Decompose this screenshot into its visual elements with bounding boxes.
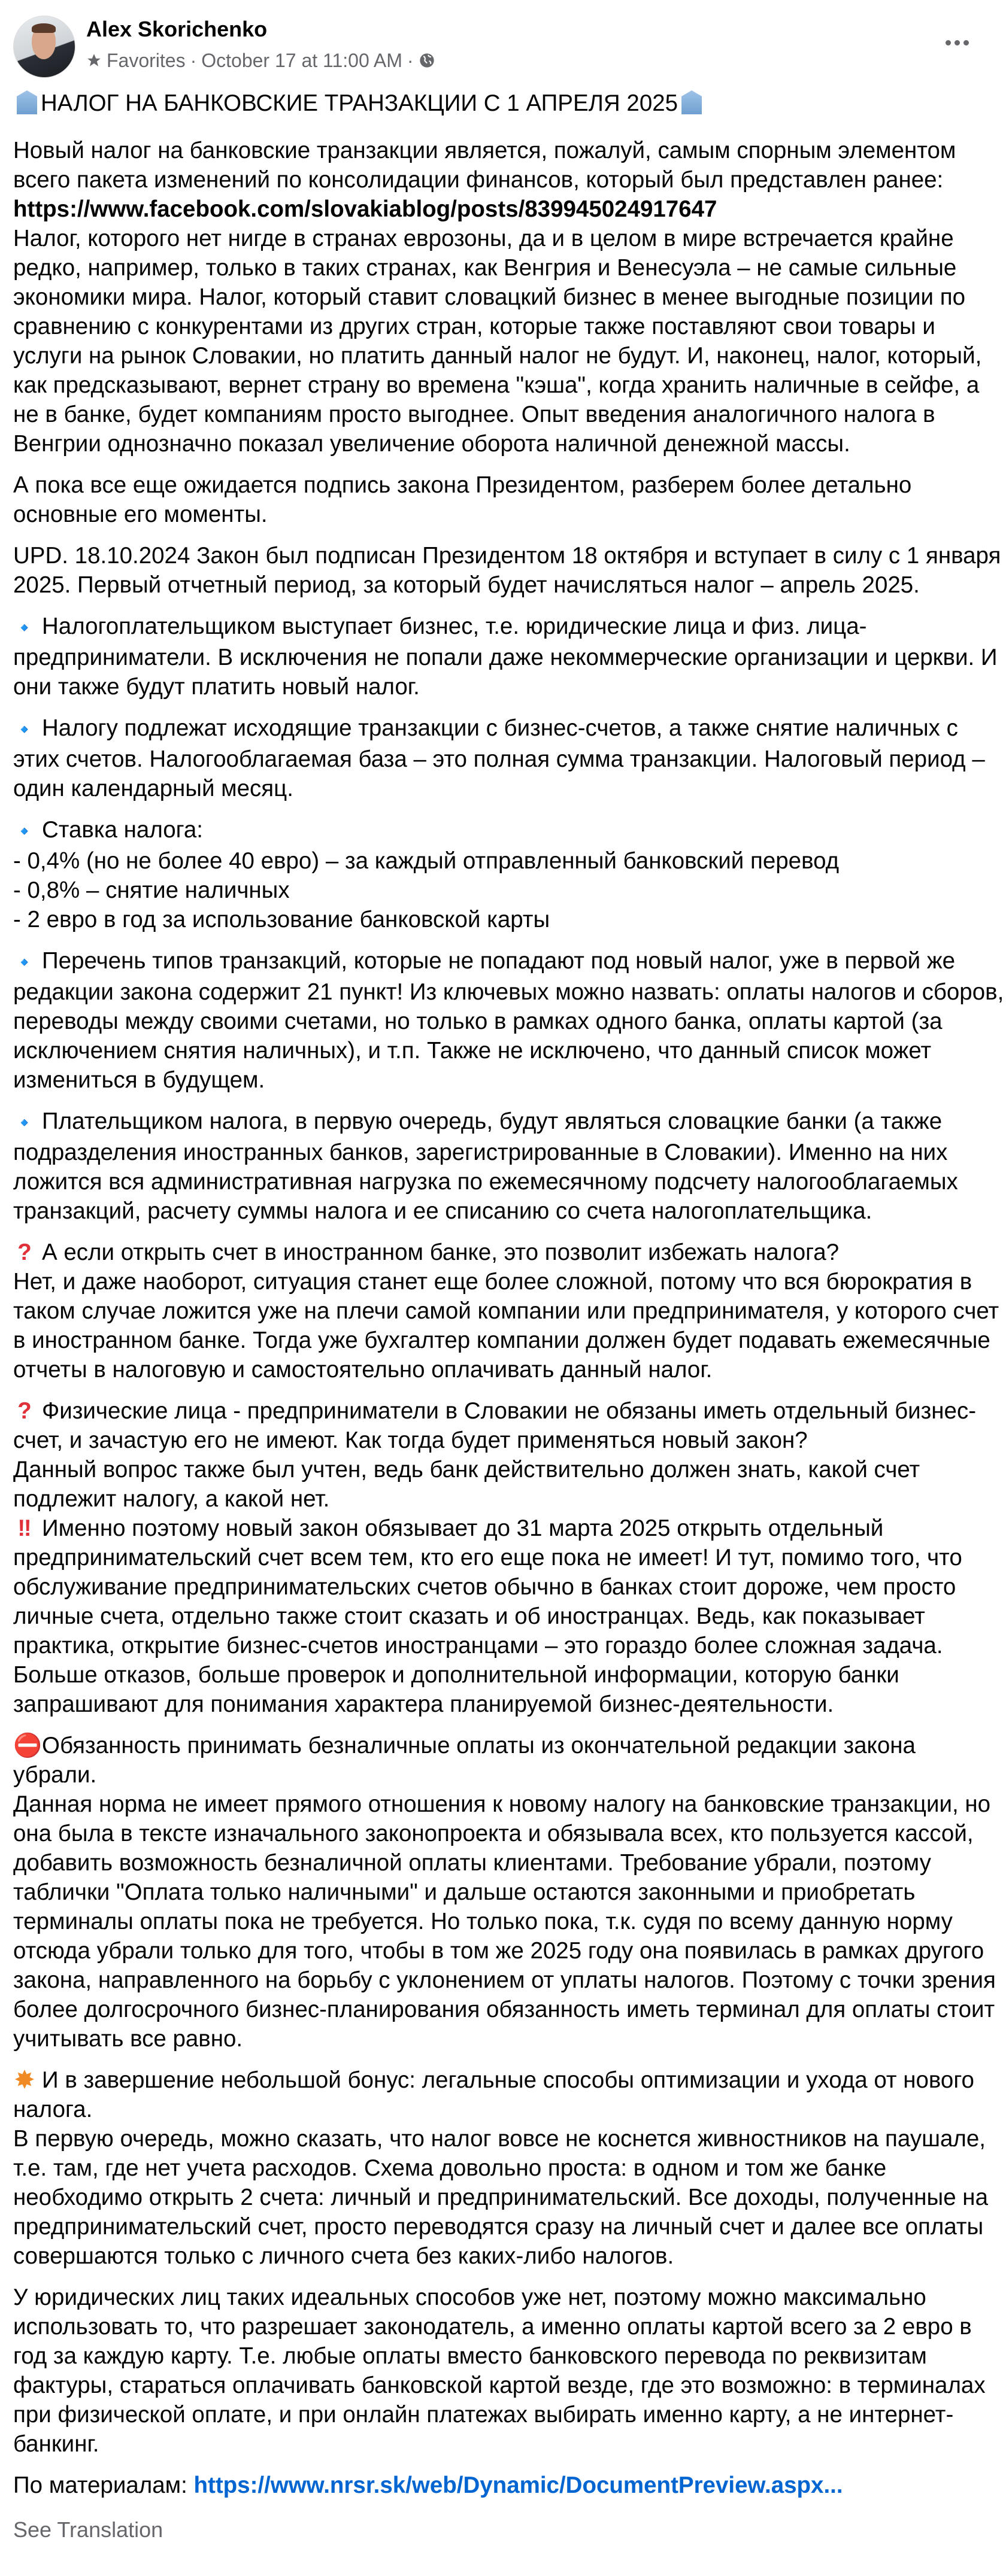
text: использовать то, что разрешает законодатель, а именно оплаты картой всего за 2 евро в [13, 2314, 972, 2340]
text-line [13, 612, 995, 643]
separator: · [190, 50, 197, 71]
text: Обязанность принимать безналичные оплаты из окончательной редакции закона [42, 1733, 916, 1758]
paragraph [13, 541, 1001, 600]
text-line [13, 2024, 995, 2053]
post-meta [86, 49, 435, 72]
text: терминалы оплаты пока не требуется. Но только пока, т.к. судя по всему данную норму [13, 1909, 953, 1934]
question-mark-icon: ? [17, 1240, 32, 1265]
text: Налогоплательщиком выступает бизнес, т.е. юридические лица и физ. лица- [42, 613, 867, 639]
text-line [13, 2183, 995, 2212]
text: - 0,4% (но не более 40 евро) – за каждый отправленный банковский перевод [13, 848, 840, 874]
text: как предсказывают, вернет страну во времена "кэша", когда хранить наличные в сейфе, а [13, 372, 980, 398]
text: сравнению с конкурентами из других стран, которые также поставляют свои товары и [13, 314, 935, 339]
bank-icon [17, 90, 37, 114]
text: налога. [13, 2097, 93, 2122]
text-line [13, 1966, 995, 1995]
text-line [13, 977, 1004, 1007]
text-line [13, 2371, 995, 2400]
text: Перечень типов транзакций, которые не попадают под новый налог, уже в первой же [42, 948, 955, 974]
text-line [13, 224, 995, 253]
text-line [13, 429, 995, 458]
text: учитывать все равно. [13, 2026, 243, 2052]
text-line [13, 1690, 995, 1719]
post-header [0, 0, 1006, 89]
paragraph [13, 1396, 995, 1514]
text-line [13, 2124, 995, 2153]
text: запрашивают для понимания характера планируемой бизнес-деятельности. [13, 1691, 834, 1717]
text: У юридических лиц таких идеальных способов уже нет, поэтому можно максимально [13, 2285, 926, 2310]
text-line [13, 282, 995, 312]
text: банкинг. [13, 2431, 99, 2457]
text-line [13, 1484, 995, 1514]
text: не в банке, будет компаниям просто выгоднее. Опыт введения аналогичного налога в [13, 402, 935, 427]
blue-diamond-icon: 🔹 [13, 1113, 36, 1133]
text-line [13, 1848, 995, 1878]
text: подлежит налогу, а какой нет. [13, 1486, 330, 1512]
text: Налог, которого нет нигде в странах еврозоны, да и в целом в мире встречается крайне [13, 226, 954, 251]
text-line [13, 165, 995, 195]
text: Нет, и даже наоборот, ситуация станет еще более сложной, потому что вся бюрократия в [13, 1269, 972, 1295]
text-line [13, 1731, 995, 1760]
paragraph [13, 2283, 995, 2459]
text-line [13, 1036, 995, 1065]
no-entry-icon: ⛔ [13, 1733, 42, 1758]
text-line [13, 2212, 995, 2241]
post-body [13, 89, 1004, 2543]
text-line [13, 1007, 995, 1036]
text-line [13, 1907, 995, 1936]
text: - 2 евро в год за использование банковской карты [13, 907, 550, 932]
text-line [13, 1107, 995, 1138]
text: переводы между своими счетами, но только в рамках одного банка, оплаты картой (за [13, 1008, 943, 1034]
text: закона, направленного на борьбу с уклонением от уплаты налогов. Поэтому с точки зрения [13, 1967, 996, 1993]
text: совершаются только с личного счета без каких-либо налогов. [13, 2243, 674, 2269]
text-line [13, 745, 995, 774]
paragraph [13, 946, 1004, 1095]
text: один календарный месяц. [13, 776, 293, 801]
text-line [13, 1936, 995, 1966]
text: практика, открытие бизнес-счетов иностранцами – это гораздо более сложная задача. [13, 1633, 943, 1658]
paragraph [13, 470, 995, 529]
text-line [13, 1602, 995, 1631]
facebook-post-link[interactable]: https://www.facebook.com/slovakiablog/posts/839945024917647 [13, 196, 717, 222]
text: 2025. Первый отчетный период, за который будет начисляться налог – апрель 2025. [13, 572, 920, 598]
text: Именно поэтому новый закон обязывает до 31 марта 2025 открыть отдельный [42, 1515, 884, 1541]
text: в иностранном банке. Тогда уже бухгалтер компании должен будет подавать ежемесячные [13, 1328, 990, 1353]
text: при физической оплате, и при онлайн платежах выбирать именно карту, а не интернет- [13, 2402, 954, 2428]
source-link[interactable]: https://www.nrsr.sk/web/Dynamic/DocumentPreview.aspx... [193, 2472, 843, 2498]
text-line [13, 2153, 995, 2183]
text-line [13, 2095, 995, 2124]
text-line [13, 1760, 995, 1790]
text: исключением снятия наличных), и т.п. Также не исключено, что данный список может [13, 1038, 932, 1064]
text-line [13, 1543, 995, 1572]
text: т.е. там, где нет учета расходов. Схема довольно проста: в одном и том же банке [13, 2155, 887, 2181]
text: Данный вопрос также был учтен, ведь банк действительно должен знать, какой счет [13, 1457, 920, 1483]
text: подразделения иностранных банков, зарегистрированные в Словакии). Именно на них [13, 1140, 948, 1165]
more-options-button[interactable] [941, 34, 972, 51]
blue-diamond-icon: 🔹 [13, 822, 36, 842]
text: более долгосрочного бизнес-планирования обязанность иметь терминал для оплаты стоит [13, 1997, 995, 2022]
question-mark-icon: ? [17, 1398, 32, 1424]
paragraph [13, 1731, 995, 2053]
text-line [13, 1396, 995, 1426]
text-line [13, 846, 995, 876]
post-timestamp[interactable]: October 17 at 11:00 AM [201, 50, 402, 71]
text: предпринимательский счет, просто переводятся сразу на личный счет и далее все оплаты [13, 2214, 984, 2240]
text-line [13, 713, 995, 745]
post-title [13, 89, 995, 118]
blue-diamond-icon: 🔹 [13, 953, 36, 973]
text-line [13, 570, 995, 600]
text: она была в тексте изначального законопроекта и обязывала всех, кто пользуется кассой, [13, 1821, 974, 1846]
text-line [13, 1065, 995, 1095]
paragraph [13, 1514, 995, 1719]
text-line [13, 253, 995, 282]
text-line [13, 195, 995, 224]
text: Данная норма не имеет прямого отношения к новому налогу на банковские транзакции, но [13, 1791, 991, 1817]
bank-icon [681, 90, 702, 114]
text: этих счетов. Налогооблагаемая база – это полная сумма транзакции. Налоговый период – [13, 746, 985, 772]
text-line [13, 815, 995, 846]
text-line [13, 2065, 995, 2095]
text: UPD. 18.10.2024 Закон был подписан Президентом 18 октября и вступает в силу с 1 января [13, 543, 1001, 569]
text: необходимо открыть 2 счета: личный и предпринимательский. Все доходы, полученные на [13, 2185, 988, 2210]
text-line [13, 1660, 995, 1690]
text-line [13, 1167, 995, 1196]
text: фактуры, стараться оплачивать банковской картой везде, где это возможно: в терминалах [13, 2373, 986, 2398]
text-line [13, 2241, 995, 2271]
text-line [13, 400, 995, 429]
source-paragraph [13, 2471, 995, 2500]
text-line [13, 470, 995, 500]
text-line [13, 1426, 995, 1455]
text-line [13, 1196, 995, 1226]
text: Плательщиком налога, в первую очередь, будут являться словацкие банки (а также [42, 1108, 943, 1134]
paragraph [13, 136, 995, 458]
audience-label[interactable]: Favorites [107, 50, 186, 71]
text-line [13, 1455, 995, 1484]
text: они также будут платить новый налог. [13, 674, 420, 700]
text-line [13, 876, 995, 905]
text-line [13, 136, 995, 165]
text: А пока все еще ожидается подпись закона Президентом, разберем более детально [13, 472, 912, 498]
text-line [13, 370, 995, 400]
text: Налогу подлежат исходящие транзакции с бизнес-счетов, а также снятие наличных с [42, 715, 958, 741]
text: редко, например, только в таких странах, как Венгрия и Венесуэла – не самые сильные [13, 255, 957, 281]
text-line [13, 2312, 995, 2341]
blue-diamond-icon: 🔹 [13, 618, 36, 638]
text: транзакций, расчету суммы налога и ее списанию со счета налогоплательщика. [13, 1198, 872, 1224]
text: Ставка налога: [42, 817, 203, 843]
paragraph [13, 815, 995, 934]
author-name[interactable]: Alex Skorichenko [86, 17, 268, 41]
text: год за каждую карту. Т.е. любые оплаты вместо банковского перевода по реквизитам [13, 2343, 927, 2369]
text: - 0,8% – снятие наличных [13, 877, 290, 903]
paragraph [13, 612, 998, 701]
text-line [13, 2283, 995, 2312]
text-line [13, 2400, 995, 2429]
text: обслуживание предпринимательских счетов обычно в банках стоит дороже, чем просто [13, 1574, 956, 1600]
text-line [13, 643, 998, 672]
text: Больше отказов, больше проверок и дополнительной информации, которую банки [13, 1662, 899, 1688]
text-line [13, 905, 995, 934]
paragraph [13, 1238, 999, 1384]
text: таблички "Оплата только наличными" и дальше остаются законными и приобретать [13, 1879, 916, 1905]
text: И в завершение небольшой бонус: легальные способы оптимизации и ухода от нового [42, 2067, 974, 2093]
post-title-text: НАЛОГ НА БАНКОВСКИЕ ТРАНЗАКЦИИ С 1 АПРЕЛЯ 2025 [41, 90, 678, 116]
text: счет, и зачастую его не имеют. Как тогда будет применяться новый закон? [13, 1427, 808, 1453]
text: В первую очередь, можно сказать, что налог вовсе не коснется живностников на паушале, [13, 2126, 986, 2152]
text-line [13, 341, 995, 370]
blue-diamond-icon: 🔹 [13, 720, 36, 740]
separator: · [407, 50, 414, 71]
text-line [13, 1819, 995, 1848]
globe-icon[interactable] [419, 52, 435, 69]
text: Венгрии однозначно показал увеличение оборота наличной денежной массы. [13, 431, 850, 457]
double-exclamation-icon: ‼ [17, 1515, 32, 1541]
text: основные его моменты. [13, 502, 268, 527]
text: редакции закона содержит 21 пункт! Из ключевых можно назвать: оплаты налогов и сборов, [13, 979, 1004, 1005]
text-line [13, 2429, 995, 2459]
text: измениться в будущем. [13, 1067, 265, 1093]
text-line [13, 1326, 995, 1355]
author-avatar[interactable] [13, 16, 75, 78]
text-line [13, 774, 995, 803]
text-line [13, 2341, 995, 2371]
text-line [13, 1631, 995, 1660]
text-line [13, 1572, 995, 1602]
text-line [13, 541, 1001, 570]
source-label: По материалам: [13, 2472, 194, 2498]
text: таком случае ложится уже на плечи самой компании или предпринимателя, у которого счет [13, 1298, 999, 1324]
text: отчеты в налоговую и самостоятельно оплачивать данный налог. [13, 1357, 713, 1383]
text: предприниматели. В исключения не попали даже некоммерческие организации и церкви. И [13, 645, 998, 670]
text: убрали. [13, 1762, 97, 1788]
text: предпринимательский счет всем тем, кто его еще пока не имеет! И тут, помимо того, что [13, 1545, 962, 1570]
text-line [13, 1514, 995, 1543]
text-line [13, 500, 995, 529]
text-line [13, 1790, 995, 1819]
text-line [13, 1878, 995, 1907]
text: А если открыть счет в иностранном банке, это позволит избежать налога? [42, 1240, 840, 1265]
text-line [13, 1267, 995, 1296]
text: Новый налог на банковские транзакции является, пожалуй, самым спорным элементом [13, 138, 956, 163]
text-line [13, 1138, 995, 1167]
text: ложится вся административная нагрузка по ежемесячному подсчету налогооблагаемых [13, 1169, 958, 1195]
text: добавить возможность безналичной оплаты клиентами. Требование убрали, поэтому [13, 1850, 931, 1876]
text-line [13, 1296, 999, 1326]
text-line [13, 1355, 995, 1384]
text-line [13, 946, 995, 977]
text: отсюда убрали только для того, чтобы в том же 2025 году она появилась в рамках другого [13, 1938, 984, 1964]
collision-icon: ✸ [14, 2067, 35, 2093]
paragraph [13, 1107, 995, 1226]
text-line [13, 672, 995, 701]
text: Физические лица - предприниматели в Словакии не обязаны иметь отдельный бизнес- [42, 1398, 977, 1424]
paragraph [13, 2065, 995, 2271]
text: личные счета, отдельно также стоит сказать и об иностранцах. Ведь, как показывает [13, 1603, 925, 1629]
text: услуги на рынок Словакии, но платить данный налог не будут. И, наконец, налог, который, [13, 343, 982, 369]
text: экономики мира. Налог, который ставит словацкий бизнес в менее выгодные позиции по [13, 284, 966, 310]
text-line [13, 312, 995, 341]
paragraph [13, 713, 995, 803]
text-line [13, 1995, 995, 2024]
see-translation-link[interactable]: See Translation [13, 2517, 163, 2542]
star-icon [86, 52, 102, 69]
text: всего пакета изменений по консолидации финансов, который был представлен ранее: [13, 167, 944, 193]
text-line [13, 1238, 995, 1267]
